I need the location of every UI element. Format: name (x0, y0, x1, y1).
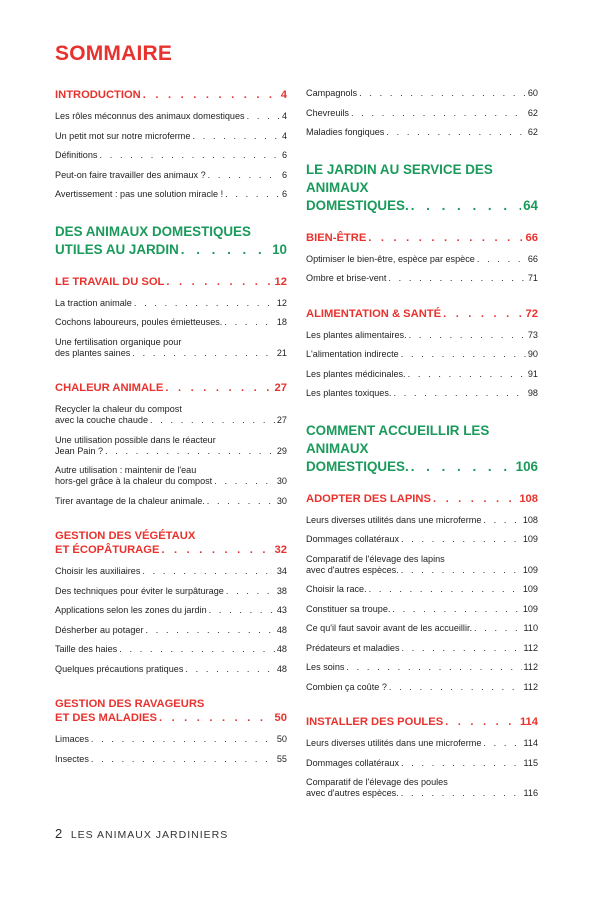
dot-leader (346, 662, 521, 673)
toc-entry-page: 112 (523, 662, 538, 672)
dot-leader (477, 254, 526, 265)
toc-entry-page: 34 (276, 566, 287, 576)
toc-list (55, 298, 287, 359)
dot-leader (91, 754, 275, 765)
toc-entry-label: Prédateurs et maladies (306, 642, 400, 653)
toc-entry-label: Ce qu'il faut savoir avant de les accueillir. (306, 623, 473, 633)
toc-section-lapins[interactable] (306, 492, 538, 506)
toc-entry[interactable] (55, 298, 287, 309)
toc-entry-page: 112 (523, 681, 538, 692)
dot-leader (208, 170, 280, 181)
part-page: 64 (523, 197, 538, 213)
toc-entry[interactable] (55, 496, 287, 507)
toc-entry-page: 114 (523, 738, 538, 748)
dot-leader (209, 605, 275, 616)
page-footer (55, 826, 228, 841)
dot-leader (401, 788, 522, 799)
toc-entry-label: Dommages collatéraux (306, 534, 399, 544)
toc-entry[interactable] (55, 435, 287, 457)
toc-entry-page: 62 (527, 127, 538, 137)
toc-entry[interactable] (306, 777, 538, 799)
toc-entry[interactable] (306, 108, 538, 119)
dot-leader (401, 349, 526, 360)
section-page: 4 (280, 89, 287, 101)
dot-leader (401, 534, 521, 545)
toc-entry-label: La traction animale (55, 297, 132, 308)
toc-entry-page: 43 (276, 605, 287, 615)
toc-entry-label: Peut-on faire travailler des animaux ? (55, 169, 206, 180)
toc-entry-label: Ombre et brise-vent (306, 273, 387, 283)
toc-entry[interactable] (306, 369, 538, 380)
toc-entry-page: 4 (281, 130, 287, 141)
toc-entry-page: 91 (527, 368, 538, 379)
section-page: 114 (519, 716, 538, 728)
toc-list (306, 254, 538, 285)
section-page: 27 (274, 382, 287, 394)
toc-entry[interactable] (55, 566, 287, 577)
toc-entry-page: 4 (281, 111, 287, 121)
toc-entry-label: Les plantes médicinales. (306, 368, 406, 379)
toc-entry-label: Les plantes toxiques. (306, 388, 392, 398)
toc-entry[interactable] (306, 738, 538, 749)
part-page: 10 (272, 241, 287, 257)
toc-entry[interactable] (55, 404, 287, 426)
toc-entry-label: Leurs diverses utilités dans une microferme (306, 514, 482, 525)
toc-entry-label: des plantes saines (55, 347, 131, 358)
toc-part-3[interactable] (306, 422, 538, 476)
toc-entry[interactable] (55, 465, 287, 487)
toc-list (55, 111, 287, 200)
section-label: ALIMENTATION & SANTÉ (306, 307, 442, 320)
section-page: 66 (525, 231, 538, 244)
part-page: 106 (515, 458, 538, 474)
dot-leader (359, 88, 526, 99)
section-label: ET DES MALADIES (55, 712, 157, 724)
toc-entry[interactable] (55, 644, 287, 655)
toc-entry-label: Un petit mot sur notre microferme (55, 130, 191, 141)
toc-entry-page: 38 (276, 585, 287, 596)
toc-entry-page: 109 (522, 584, 538, 594)
dot-leader (119, 644, 275, 655)
dot-leader (388, 273, 526, 284)
toc-entry-label: Dommages collatéraux (306, 757, 399, 768)
toc-entry[interactable] (306, 273, 538, 284)
dot-leader (386, 127, 526, 138)
toc-list (306, 330, 538, 400)
toc-entry[interactable] (306, 349, 538, 360)
part-title-line2: DOMESTIQUES. (306, 197, 409, 213)
toc-entry[interactable] (306, 127, 538, 138)
toc-part-2[interactable] (306, 161, 538, 215)
toc-entry-page: 55 (276, 753, 287, 764)
toc-entry-label: Combien ça coûte ? (306, 681, 387, 692)
toc-entry-label-line1: Une utilisation possible dans le réacteur (55, 434, 216, 445)
book-title: LES ANIMAUX JARDINIERS (70, 829, 229, 841)
toc-entry-page: 115 (523, 757, 538, 768)
toc-entry[interactable] (55, 734, 287, 745)
section-page: 72 (525, 307, 538, 320)
toc-entry[interactable] (306, 388, 538, 399)
toc-section-chaleur[interactable] (55, 381, 287, 395)
dot-leader (408, 369, 526, 380)
toc-entry-page: 62 (527, 107, 538, 118)
toc-right-column (306, 88, 538, 808)
toc-entry-label: Tirer avantage de la chaleur animale. (55, 495, 205, 506)
toc-entry-label-line1: Comparatif de l'élevage des lapins (306, 553, 445, 564)
toc-section-poules[interactable] (306, 715, 538, 729)
toc-entry-page: 73 (527, 329, 538, 340)
toc-entry-page: 30 (276, 495, 287, 506)
toc-entry-label: Choisir la race. (306, 584, 367, 594)
toc-entry-page: 12 (276, 297, 287, 308)
toc-entry[interactable] (306, 758, 538, 769)
toc-entry[interactable] (55, 337, 287, 359)
toc-entry[interactable] (306, 662, 538, 673)
dot-leader (393, 388, 525, 399)
dot-leader (214, 476, 275, 487)
toc-entry-label: avec la couche chaude (55, 415, 149, 425)
toc-entry-label: Les soins (306, 662, 345, 672)
toc-entry[interactable] (306, 643, 538, 654)
toc-entry-page: 109 (522, 534, 538, 544)
toc-left-column (55, 88, 287, 773)
toc-entry[interactable] (55, 586, 287, 597)
dot-leader (192, 131, 279, 142)
toc-entry-label: Optimiser le bien-être, espèce par espèce (306, 253, 475, 264)
toc-entry-label: Les plantes alimentaires. (306, 329, 407, 340)
dot-leader (409, 330, 526, 341)
dot-leader (225, 189, 280, 200)
toc-entry-page: 98 (527, 388, 538, 398)
dot-leader (99, 150, 279, 161)
toc-entry-label: Applications selon les zones du jardin (55, 605, 207, 615)
section-label: BIEN-ÊTRE (306, 231, 367, 244)
section-label: ADOPTER DES LAPINS (306, 492, 431, 505)
dot-leader (474, 623, 521, 634)
toc-entry-label: avec d'autres espèces. (306, 564, 399, 575)
toc-entry-page: 6 (281, 150, 287, 160)
toc-entry-label-line1: Une fertilisation organique pour (55, 336, 182, 347)
toc-list (306, 738, 538, 799)
toc-entry-label: Désherber au potager (55, 624, 144, 635)
toc-entry-label: Avertissement : pas une solution miracle ! (55, 189, 224, 199)
toc-entry[interactable] (55, 317, 287, 328)
toc-section-alimentation[interactable] (306, 307, 538, 321)
dot-leader (224, 317, 275, 328)
toc-entry[interactable] (306, 254, 538, 265)
toc-entry[interactable] (306, 515, 538, 526)
dot-leader (392, 604, 520, 615)
toc-entry[interactable] (55, 189, 287, 200)
toc-entry-label: L'alimentation indirecte (306, 349, 399, 359)
section-label: INTRODUCTION (55, 89, 141, 101)
toc-entry-label: Limaces (55, 734, 89, 744)
toc-entry[interactable] (55, 170, 287, 181)
part-title-line1: DES ANIMAUX DOMESTIQUES (55, 223, 251, 239)
toc-entry-label-line1: Recycler la chaleur du compost (55, 404, 182, 414)
dot-leader (401, 758, 522, 769)
toc-entry-page: 29 (276, 445, 287, 456)
toc-entry-page: 66 (527, 253, 538, 264)
toc-entry-page: 90 (527, 349, 538, 359)
toc-entry-page: 48 (276, 663, 287, 674)
section-page: 50 (274, 712, 287, 724)
toc-entry-page: 18 (276, 317, 287, 327)
section-label-line1: GESTION DES RAVAGEURS (55, 698, 205, 710)
toc-section-ravageurs[interactable] (55, 697, 287, 725)
page-number: 2 (55, 826, 63, 841)
dot-leader (207, 496, 275, 507)
toc-entry-page: 48 (276, 644, 287, 654)
dot-leader (134, 298, 275, 309)
toc-part-1[interactable] (55, 223, 287, 259)
dot-leader (132, 348, 275, 359)
toc-entry-label: Cochons laboureurs, poules émietteuses. (55, 317, 223, 327)
dot-leader (351, 108, 526, 119)
dot-leader (369, 584, 521, 595)
dot-leader (150, 415, 275, 426)
dot-leader (402, 643, 522, 654)
toc-entry-page: 30 (276, 476, 287, 486)
toc-entry-label: Leurs diverses utilités dans une microferme (306, 738, 482, 748)
toc-entry[interactable] (306, 584, 538, 595)
dot-leader (247, 111, 280, 122)
toc-section-vegetaux[interactable] (55, 529, 287, 557)
toc-entry[interactable] (55, 111, 287, 122)
toc-entry-label: Taille des haies (55, 644, 118, 654)
section-page: 32 (274, 544, 287, 556)
toc-entry[interactable] (55, 754, 287, 765)
toc-entry-page: 6 (281, 189, 287, 199)
dot-leader (105, 446, 275, 457)
toc-entry[interactable] (55, 625, 287, 636)
toc-entry-page: 110 (523, 623, 538, 633)
toc-entry[interactable] (55, 605, 287, 616)
toc-entry-label: Chevreuils (306, 107, 349, 118)
dot-leader (226, 586, 275, 597)
toc-entry-page: 21 (276, 347, 287, 358)
toc-entry-label: Campagnols (306, 88, 358, 98)
toc-entry-page: 112 (523, 642, 538, 653)
toc-entry-page: 109 (522, 564, 538, 575)
toc-entry-label: Jean Pain ? (55, 445, 104, 456)
part-title-line2: UTILES AU JARDIN (55, 241, 179, 257)
toc-entry[interactable] (306, 682, 538, 693)
toc-entry-page: 60 (527, 88, 538, 98)
toc-entry-label-line1: Autre utilisation : maintenir de l'eau (55, 465, 197, 475)
section-label: CHALEUR ANIMALE (55, 382, 164, 394)
toc-entry-page: 109 (522, 603, 538, 614)
toc-section-introduction[interactable] (55, 88, 287, 102)
toc-entry-label: hors-gel grâce à la chaleur du compost (55, 476, 213, 486)
page-title: SOMMAIRE (55, 42, 173, 65)
section-label: LE TRAVAIL DU SOL (55, 275, 165, 288)
dot-leader (483, 515, 520, 526)
dot-leader (91, 734, 275, 745)
part-title-line1: LE JARDIN AU SERVICE DES ANIMAUX (306, 161, 493, 195)
toc-entry-page: 50 (276, 734, 287, 744)
toc-entry[interactable] (306, 534, 538, 545)
section-page: 12 (274, 275, 287, 288)
toc-entry-label: Définitions (55, 150, 98, 160)
toc-section-travail[interactable] (55, 275, 287, 289)
toc-list (306, 88, 538, 138)
dot-leader (142, 566, 274, 577)
toc-section-bienetre[interactable] (306, 231, 538, 245)
toc-entry[interactable] (306, 330, 538, 341)
part-title-line2: DOMESTIQUES. (306, 458, 409, 474)
toc-entry[interactable] (306, 88, 538, 99)
toc-entry-label: Constituer sa troupe. (306, 603, 391, 614)
part-title-line1: COMMENT ACCUEILLIR LES ANIMAUX (306, 422, 490, 456)
toc-entry-label: Maladies fongiques (306, 127, 385, 137)
toc-list (306, 515, 538, 693)
toc-list (55, 404, 287, 507)
toc-entry-page: 108 (522, 514, 538, 525)
toc-entry[interactable] (306, 623, 538, 634)
section-page: 108 (519, 492, 538, 505)
toc-entry[interactable] (306, 604, 538, 615)
toc-entry-page: 48 (276, 624, 287, 635)
toc-entry-label: Quelques précautions pratiques (55, 663, 184, 674)
toc-entry-label: Choisir les auxiliaires (55, 566, 141, 576)
toc-entry-page: 71 (527, 273, 538, 283)
dot-leader (401, 565, 521, 576)
toc-entry-label: avec d'autres espèces. (306, 788, 399, 798)
toc-entry-label: Des techniques pour éviter le surpâturage (55, 585, 224, 596)
toc-entry[interactable] (306, 554, 538, 576)
toc-entry-page: 116 (523, 788, 538, 798)
toc-entry-label: Les rôles méconnus des animaux domestiques (55, 111, 245, 121)
toc-entry-label-line1: Comparatif de l'élevage des poules (306, 777, 448, 787)
toc-entry-page: 27 (276, 415, 287, 425)
toc-entry-label: Insectes (55, 753, 89, 764)
toc-entry[interactable] (55, 131, 287, 142)
toc-entry[interactable] (55, 664, 287, 675)
toc-entry[interactable] (55, 150, 287, 161)
toc-list (55, 734, 287, 765)
dot-leader (483, 738, 521, 749)
toc-list (55, 566, 287, 675)
dot-leader (185, 664, 274, 675)
dot-leader (145, 625, 274, 636)
dot-leader (389, 682, 522, 693)
section-label: INSTALLER DES POULES (306, 716, 444, 728)
toc-entry-page: 6 (281, 169, 287, 180)
section-label-line1: GESTION DES VÉGÉTAUX (55, 530, 196, 542)
section-label: ET ÉCOPÂTURAGE (55, 544, 160, 556)
